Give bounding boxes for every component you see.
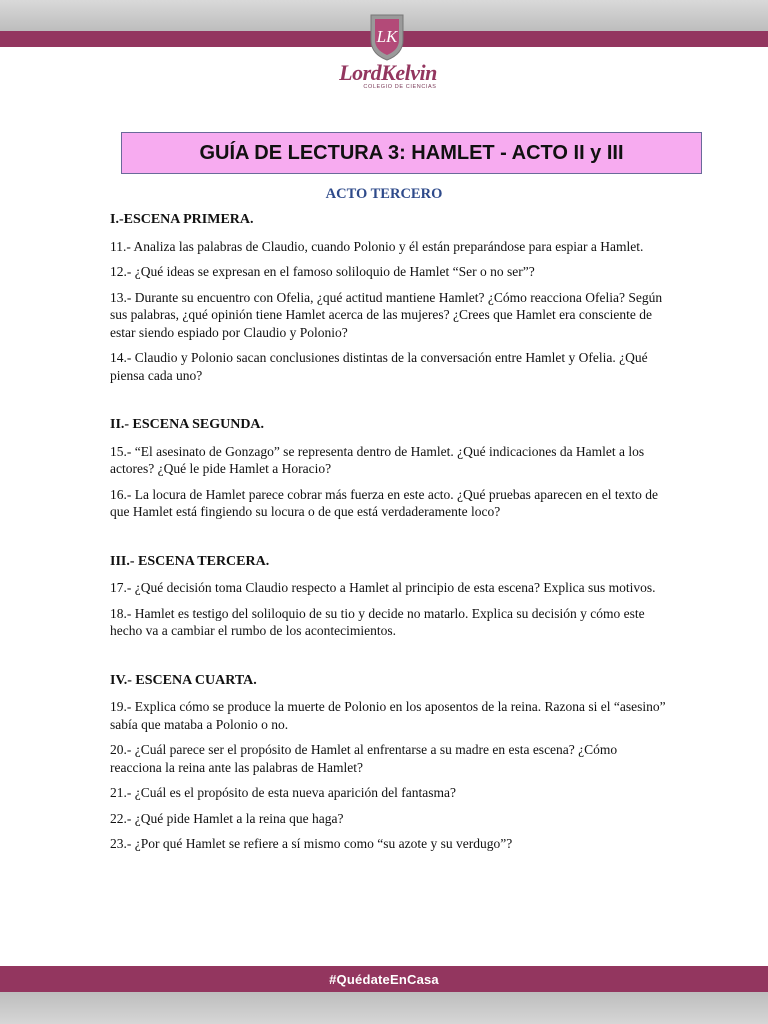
- school-logo: [318, 12, 458, 92]
- question-item: 23.- ¿Por qué Hamlet se refiere a sí mismo como “su azote y su verdugo”?: [110, 836, 513, 851]
- section-heading: III.- ESCENA TERCERA.: [110, 553, 270, 569]
- question-item: 21.- ¿Cuál es el propósito de esta nueva aparición del fantasma?: [110, 785, 456, 800]
- logo-name: LordKelvin: [339, 60, 437, 85]
- section-heading: IV.- ESCENA CUARTA.: [110, 672, 257, 688]
- question-item: 20.- ¿Cuál parece ser el propósito de Hamlet al enfrentarse a su madre en esta escena? ¿Cómo reacciona la reina ante las palabras de Hamlet?: [110, 742, 618, 775]
- crest-icon: [368, 12, 406, 62]
- guide-title: GUÍA DE LECTURA 3: HAMLET - ACTO II y III: [199, 141, 624, 164]
- question-item: 17.- ¿Qué decisión toma Claudio respecto a Hamlet al principio de esta escena? Explica sus motivos.: [110, 580, 656, 595]
- question-item: 15.- “El asesinato de Gonzago” se representa dentro de Hamlet. ¿Qué indicaciones da Hamlet a los actores? ¿Qué le pide Hamlet a Horacio?: [110, 443, 645, 476]
- question-item: 12.- ¿Qué ideas se expresan en el famoso soliloquio de Hamlet “Ser o no ser”?: [110, 264, 535, 279]
- question-item: 18.- Hamlet es testigo del soliloquio de su tio y decide no matarlo. Explica su decisión y cómo este hecho va a cambiar el rumbo de los acontecimientos.: [110, 605, 645, 638]
- act-heading: ACTO TERCERO: [325, 186, 443, 202]
- question-item: 14.- Claudio y Polonio sacan conclusiones distintas de la conversación entre Hamlet y Ofelia. ¿Qué piensa cada uno?: [110, 350, 648, 383]
- question-item: 22.- ¿Qué pide Hamlet a la reina que haga?: [110, 810, 344, 826]
- footer-band: [0, 966, 768, 992]
- questions-content: [110, 211, 670, 861]
- svg-text:LK: LK: [376, 27, 398, 46]
- question-item: 19.- Explica cómo se produce la muerte de Polonio en los aposentos de la reina. Razona si el “asesino” sabía que mataba a Polonio o no.: [110, 699, 666, 732]
- guide-title-box: [121, 132, 702, 174]
- question-item: 16.- La locura de Hamlet parece cobrar más fuerza en este acto. ¿Qué pruebas aparecen en el texto de que Hamlet está fingiendo su locura o de que está verdaderamente loco?: [110, 486, 658, 519]
- section-heading: I.-ESCENA PRIMERA.: [110, 212, 254, 227]
- section-heading: II.- ESCENA SEGUNDA.: [110, 417, 265, 432]
- bottom-gray-band: [0, 992, 768, 1024]
- logo-subtitle: COLEGIO DE CIENCIAS: [363, 84, 437, 90]
- footer-hashtag: #QuédateEnCasa: [329, 971, 439, 987]
- question-item: 13.- Durante su encuentro con Ofelia, ¿qué actitud mantiene Hamlet? ¿Cómo reacciona Ofelia? Según sus palabras, ¿qué opinión tiene Hamlet acerca de las mujeres? ¿Crees que Hamlet era consciente de estar siendo espiado por Claudio y Polonio?: [110, 289, 663, 340]
- question-item: 11.- Analiza las palabras de Claudio, cuando Polonio y él están preparándose para espiar a Hamlet.: [110, 238, 644, 254]
